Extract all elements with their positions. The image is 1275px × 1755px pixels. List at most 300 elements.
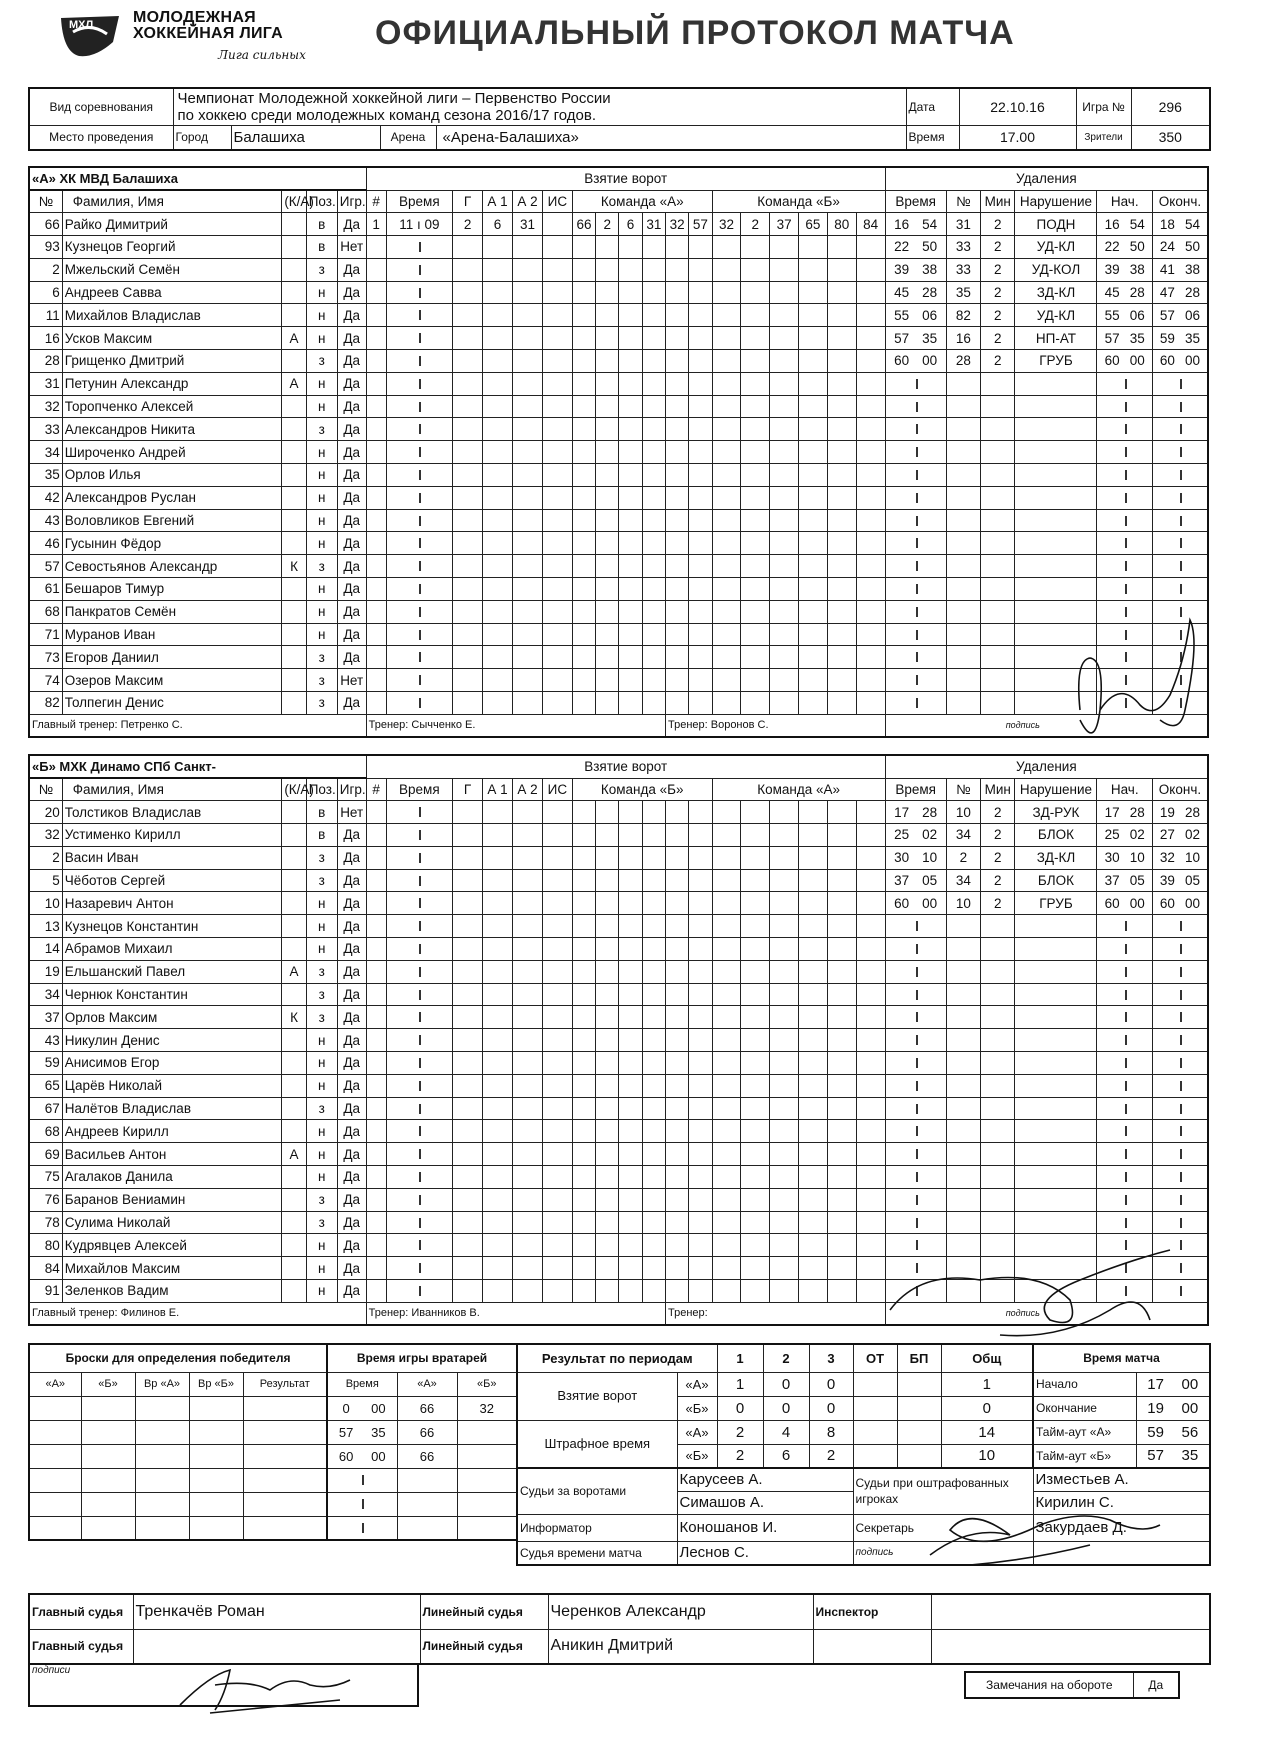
onice-b-player <box>799 1097 828 1120</box>
penalty-violation: НП-АТ <box>1015 327 1097 350</box>
goal-a2 <box>512 1234 542 1257</box>
penalty-start-sec: 00 <box>1129 895 1145 911</box>
goal-number <box>366 418 386 441</box>
player-number: 33 <box>29 418 62 441</box>
penalty-minutes: 2 <box>981 846 1015 869</box>
onice-b-player <box>712 532 741 555</box>
onice-b-player <box>712 304 741 327</box>
player-role <box>282 532 306 555</box>
onice-a-player <box>596 372 619 395</box>
onice-a-player <box>596 555 619 578</box>
player-name: Царёв Николай <box>62 1074 282 1097</box>
penalty-minutes: 2 <box>981 281 1015 304</box>
goal-time <box>386 578 453 601</box>
onice-b-player <box>712 555 741 578</box>
goal-g <box>453 1074 483 1097</box>
goal-is <box>542 1280 572 1303</box>
onice-b-player <box>799 258 828 281</box>
period-value: 0 <box>717 1396 763 1420</box>
onice-a-player <box>642 1234 665 1257</box>
onice-b-player <box>799 983 828 1006</box>
match-time-table <box>1032 1343 1211 1469</box>
player-played: Да <box>337 532 366 555</box>
player-number: 10 <box>29 892 62 915</box>
goal-is <box>542 213 572 236</box>
player-row <box>29 1188 1208 1211</box>
goal-g <box>453 869 483 892</box>
onice-b-player <box>741 327 770 350</box>
timeout-a-time: 59 56 <box>1136 1420 1210 1444</box>
player-row <box>29 372 1208 395</box>
onice-b-player <box>856 646 885 669</box>
goals-title: Взятие ворот <box>366 755 885 778</box>
onice-a-player <box>689 418 712 441</box>
onice-a-player <box>642 418 665 441</box>
player-position: з <box>306 983 337 1006</box>
onice-a-player <box>689 1052 712 1075</box>
onice-a-player <box>619 646 642 669</box>
penalty-time <box>885 464 946 487</box>
player-name: Орлов Илья <box>62 464 282 487</box>
timeout-b-time: 57 35 <box>1136 1444 1210 1468</box>
onice-a-player <box>596 623 619 646</box>
player-played: Да <box>337 646 366 669</box>
player-position: н <box>306 1234 337 1257</box>
onice-b-player <box>712 960 741 983</box>
penalty-end <box>1152 418 1208 441</box>
goal-g: 2 <box>453 213 483 236</box>
onice-a-player <box>642 1052 665 1075</box>
shootout-col-header: Вр «А» <box>135 1372 189 1396</box>
onice-a-player <box>642 669 665 692</box>
goal-number <box>366 532 386 555</box>
penalty-time <box>885 304 946 327</box>
penalty-time-min: 60 <box>894 895 910 911</box>
goal-is <box>542 372 572 395</box>
player-name: Александров Руслан <box>62 486 282 509</box>
player-played: Да <box>337 1280 366 1303</box>
onice-a-player <box>619 938 642 961</box>
goal-a2 <box>512 1052 542 1075</box>
team-roster-table <box>28 166 1209 738</box>
penalty-time-min: 57 <box>894 330 910 346</box>
penalty-end <box>1152 327 1208 350</box>
onice-a-player <box>596 938 619 961</box>
onice-a-player <box>689 236 712 259</box>
onice-a-player <box>665 1257 688 1280</box>
informer-name: Коношанов И. <box>677 1514 853 1541</box>
penalty-time <box>885 1097 946 1120</box>
onice-a-player <box>596 1188 619 1211</box>
a1-header: А 1 <box>483 778 513 801</box>
goal-a2 <box>512 669 542 692</box>
team-b-tag: «Б» <box>677 1396 717 1420</box>
onice-b-player <box>741 1074 770 1097</box>
goal-number <box>366 1280 386 1303</box>
onice-b-player <box>856 555 885 578</box>
penalty-time-min: 55 <box>894 307 910 323</box>
goal-a1 <box>483 509 513 532</box>
penalty-player <box>946 418 980 441</box>
penalty-end <box>1152 869 1208 892</box>
player-name: Торопченко Алексей <box>62 395 282 418</box>
penalty-player <box>946 486 980 509</box>
player-name: Баранов Вениамин <box>62 1188 282 1211</box>
onice-a-player <box>596 824 619 847</box>
penalty-minutes <box>981 1029 1015 1052</box>
onice-a-player <box>619 578 642 601</box>
goal-time <box>386 1211 453 1234</box>
onice-a-player <box>642 623 665 646</box>
period-col-header: 3 <box>809 1344 853 1372</box>
penalty-time-min: 17 <box>894 804 910 820</box>
penalty-player <box>946 669 980 692</box>
goal-number <box>366 1166 386 1189</box>
onice-a-player <box>642 509 665 532</box>
goal-time <box>386 1029 453 1052</box>
remarks-label: Замечания на обороте <box>965 1672 1133 1698</box>
goal-is <box>542 1029 572 1052</box>
player-played: Да <box>337 1074 366 1097</box>
player-row <box>29 915 1208 938</box>
onice-a-player <box>665 1097 688 1120</box>
onice-a-player <box>596 441 619 464</box>
goal-is <box>542 1074 572 1097</box>
goal-g <box>453 983 483 1006</box>
onice-a-player <box>642 869 665 892</box>
penalty-violation: ЗД-КЛ <box>1015 281 1097 304</box>
penalty-time <box>885 1166 946 1189</box>
goalie-time-table <box>326 1343 518 1541</box>
penalty-time <box>885 236 946 259</box>
player-row <box>29 532 1208 555</box>
player-role <box>282 623 306 646</box>
onice-b-player <box>799 1074 828 1097</box>
player-position: н <box>306 372 337 395</box>
penalty-end-sec: 06 <box>1184 307 1200 323</box>
onice-a-player <box>642 464 665 487</box>
penalty-end <box>1152 509 1208 532</box>
goal-is <box>542 418 572 441</box>
penalty-start-min: 30 <box>1104 850 1120 866</box>
period-value: 4 <box>763 1420 809 1444</box>
onice-b-player <box>799 1234 828 1257</box>
player-name: Андреев Кирилл <box>62 1120 282 1143</box>
goal-a1 <box>483 669 513 692</box>
pos-header: Поз. <box>306 190 337 213</box>
penalty-end-sec: 28 <box>1184 804 1200 820</box>
penalty-time <box>885 960 946 983</box>
onice-b-player <box>770 1120 799 1143</box>
period-value <box>853 1396 897 1420</box>
onice-b-player <box>712 846 741 869</box>
goal-time <box>386 236 453 259</box>
penalty-minutes <box>981 555 1015 578</box>
penalty-player <box>946 532 980 555</box>
ka-header: (К/А) <box>282 778 306 801</box>
onice-a-player <box>665 1006 688 1029</box>
timekeeper-label: Судья времени матча <box>517 1541 677 1565</box>
onice-a-player <box>665 1234 688 1257</box>
onice-a-player <box>689 1097 712 1120</box>
penalty-player <box>946 1143 980 1166</box>
onice-a-player: 32 <box>665 213 688 236</box>
player-played: Да <box>337 281 366 304</box>
onice-b-player <box>741 1211 770 1234</box>
penalty-minutes <box>981 960 1015 983</box>
penalty-player: 28 <box>946 350 980 373</box>
onice-a-player: 2 <box>596 213 619 236</box>
shootout-cell <box>81 1396 135 1420</box>
player-name: Толстиков Владислав <box>62 801 282 824</box>
penalty-violation <box>1015 486 1097 509</box>
onice-b-player <box>799 1052 828 1075</box>
goal-time <box>386 1120 453 1143</box>
onice-b-player <box>799 1280 828 1303</box>
onice-a-player <box>642 846 665 869</box>
goal-a2 <box>512 801 542 824</box>
period-value: 0 <box>763 1372 809 1396</box>
onice-a-player <box>689 509 712 532</box>
goal-g <box>453 1029 483 1052</box>
onice-a-player <box>642 1097 665 1120</box>
penalty-violation: ЗД-КЛ <box>1015 846 1097 869</box>
onice-a-player <box>665 938 688 961</box>
head-coach: Главный тренер: Петренко С. <box>29 714 366 737</box>
onice-b-player <box>770 486 799 509</box>
player-role <box>282 646 306 669</box>
onice-b-player <box>770 464 799 487</box>
penalty-minutes <box>981 509 1015 532</box>
onice-a-player <box>596 983 619 1006</box>
goal-time <box>386 915 453 938</box>
onice-a-player <box>596 1280 619 1303</box>
onice-b-player <box>770 441 799 464</box>
goal-g <box>453 1188 483 1211</box>
goal-a2 <box>512 1006 542 1029</box>
period-col-header: 1 <box>717 1344 763 1372</box>
player-name: Кузнецов Константин <box>62 915 282 938</box>
onice-a-player <box>619 824 642 847</box>
penalty-end-sec: 38 <box>1184 262 1200 278</box>
goal-time <box>386 669 453 692</box>
player-played: Да <box>337 846 366 869</box>
onice-b-player <box>827 327 856 350</box>
period-value <box>897 1372 941 1396</box>
player-row <box>29 464 1208 487</box>
player-number: 57 <box>29 555 62 578</box>
period-col-header: 2 <box>763 1344 809 1372</box>
player-name: Озеров Максим <box>62 669 282 692</box>
onice-b-player <box>770 1211 799 1234</box>
goal-is <box>542 938 572 961</box>
onice-a-player <box>665 486 688 509</box>
penalty-end <box>1152 1006 1208 1029</box>
penalty-time <box>885 869 946 892</box>
penalty-violation: ГРУБ <box>1015 892 1097 915</box>
onice-b-player <box>770 669 799 692</box>
penalty-end <box>1152 1029 1208 1052</box>
onice-a-player <box>642 372 665 395</box>
penalty-minutes <box>981 372 1015 395</box>
player-role <box>282 1120 306 1143</box>
onice-b-player <box>741 395 770 418</box>
onice-b-player <box>770 1166 799 1189</box>
goal-a2 <box>512 486 542 509</box>
onice-b-player <box>856 600 885 623</box>
shootout-cell <box>81 1468 135 1492</box>
goalie-col-header: Время <box>327 1372 397 1396</box>
onice-b-player <box>741 1188 770 1211</box>
period-value <box>897 1420 941 1444</box>
penalty-player: 34 <box>946 824 980 847</box>
goal-g <box>453 418 483 441</box>
onice-b-player <box>799 1006 828 1029</box>
onice-b-player <box>856 236 885 259</box>
linesman-label: Линейный судья <box>420 1594 548 1629</box>
goal-a1 <box>483 623 513 646</box>
penalty-end <box>1152 1074 1208 1097</box>
shootout-table <box>28 1343 328 1541</box>
goal-g <box>453 801 483 824</box>
onice-a-player <box>689 486 712 509</box>
penalty-player <box>946 464 980 487</box>
goal-number: 1 <box>366 213 386 236</box>
player-played: Да <box>337 869 366 892</box>
onice-b-player <box>827 1234 856 1257</box>
penalty-start <box>1097 213 1152 236</box>
player-played: Да <box>337 938 366 961</box>
penalty-start-min: 25 <box>1104 827 1120 843</box>
goal-time <box>386 869 453 892</box>
onice-b-player <box>741 692 770 715</box>
onice-b-player <box>827 509 856 532</box>
penalty-time <box>885 983 946 1006</box>
penalty-start <box>1097 915 1152 938</box>
onice-a-player <box>642 692 665 715</box>
goal-time <box>386 486 453 509</box>
team-a-coach-signature-icon <box>1060 600 1220 760</box>
penalty-start-sec: 35 <box>1129 330 1145 346</box>
onice-a-player <box>689 646 712 669</box>
penalty-minutes <box>981 623 1015 646</box>
penalty-start <box>1097 418 1152 441</box>
onice-b-player <box>712 1074 741 1097</box>
player-played: Да <box>337 983 366 1006</box>
onice-b-player <box>856 1052 885 1075</box>
onice-a-player <box>596 304 619 327</box>
penalty-time-sec: 50 <box>922 239 938 255</box>
penalty-time <box>885 327 946 350</box>
penalty-minutes <box>981 915 1015 938</box>
player-row <box>29 801 1208 824</box>
competition-name: Чемпионат Молодежной хоккейной лиги – Первенство России по хоккею среди молодежных команд сезона 2016/17 годов. <box>173 88 906 125</box>
goal-a1 <box>483 464 513 487</box>
onice-a-player <box>596 464 619 487</box>
onice-b-player <box>770 824 799 847</box>
goalie-time <box>327 1468 397 1492</box>
onice-b-player <box>799 1188 828 1211</box>
penalty-end <box>1152 846 1208 869</box>
onice-a-player <box>619 486 642 509</box>
player-number: 34 <box>29 441 62 464</box>
goal-a2 <box>512 372 542 395</box>
goalie-b <box>457 1468 517 1492</box>
onice-b-player <box>827 1097 856 1120</box>
penalty-player <box>946 646 980 669</box>
penalty-start <box>1097 983 1152 1006</box>
onice-a-player <box>665 892 688 915</box>
penalty-violation: ЗД-РУК <box>1015 801 1097 824</box>
onice-a-player: 57 <box>689 213 712 236</box>
pen-start-header: Нач. <box>1097 190 1152 213</box>
player-row <box>29 236 1208 259</box>
player-row <box>29 1074 1208 1097</box>
penalty-violation <box>1015 915 1097 938</box>
penalty-minutes: 2 <box>981 824 1015 847</box>
onice-b-player <box>856 1120 885 1143</box>
period-value <box>853 1420 897 1444</box>
penalty-minutes <box>981 1074 1015 1097</box>
penalty-player <box>946 1074 980 1097</box>
onice-a-player <box>642 1257 665 1280</box>
player-role <box>282 846 306 869</box>
player-role <box>282 509 306 532</box>
onice-a-player <box>596 960 619 983</box>
onice-a-player <box>596 1120 619 1143</box>
onice-b-player <box>712 692 741 715</box>
goal-a2 <box>512 578 542 601</box>
onice-a-player <box>642 1166 665 1189</box>
penalty-player <box>946 1006 980 1029</box>
pen-num-header: № <box>946 778 980 801</box>
player-role <box>282 1166 306 1189</box>
onice-b-player <box>712 915 741 938</box>
onice-b-player <box>741 258 770 281</box>
onice-a-player <box>642 350 665 373</box>
onice-b-player <box>770 1280 799 1303</box>
player-played: Да <box>337 441 366 464</box>
goal-a2 <box>512 600 542 623</box>
onice-b-player <box>741 983 770 1006</box>
penalty-minutes <box>981 938 1015 961</box>
player-number: 20 <box>29 801 62 824</box>
player-position: з <box>306 1211 337 1234</box>
hash-header: # <box>366 190 386 213</box>
goal-is <box>542 869 572 892</box>
player-position: н <box>306 509 337 532</box>
onice-b-player <box>712 1188 741 1211</box>
goal-is <box>542 801 572 824</box>
penalty-end-sec: 28 <box>1184 285 1200 301</box>
onice-b-player <box>770 578 799 601</box>
goalie-time-sec: 00 <box>371 1448 386 1464</box>
onice-b-player <box>741 1143 770 1166</box>
penalty-time <box>885 623 946 646</box>
player-number: 34 <box>29 983 62 1006</box>
onice-b-player <box>827 555 856 578</box>
onice-a-player <box>619 869 642 892</box>
onice-b-player <box>856 441 885 464</box>
goal-g <box>453 669 483 692</box>
onice-b-player <box>741 824 770 847</box>
onice-b-player <box>799 327 828 350</box>
penalty-start <box>1097 801 1152 824</box>
goal-time <box>386 418 453 441</box>
penalty-start-sec: 10 <box>1129 850 1145 866</box>
goal-number <box>366 578 386 601</box>
onice-b-player <box>827 801 856 824</box>
